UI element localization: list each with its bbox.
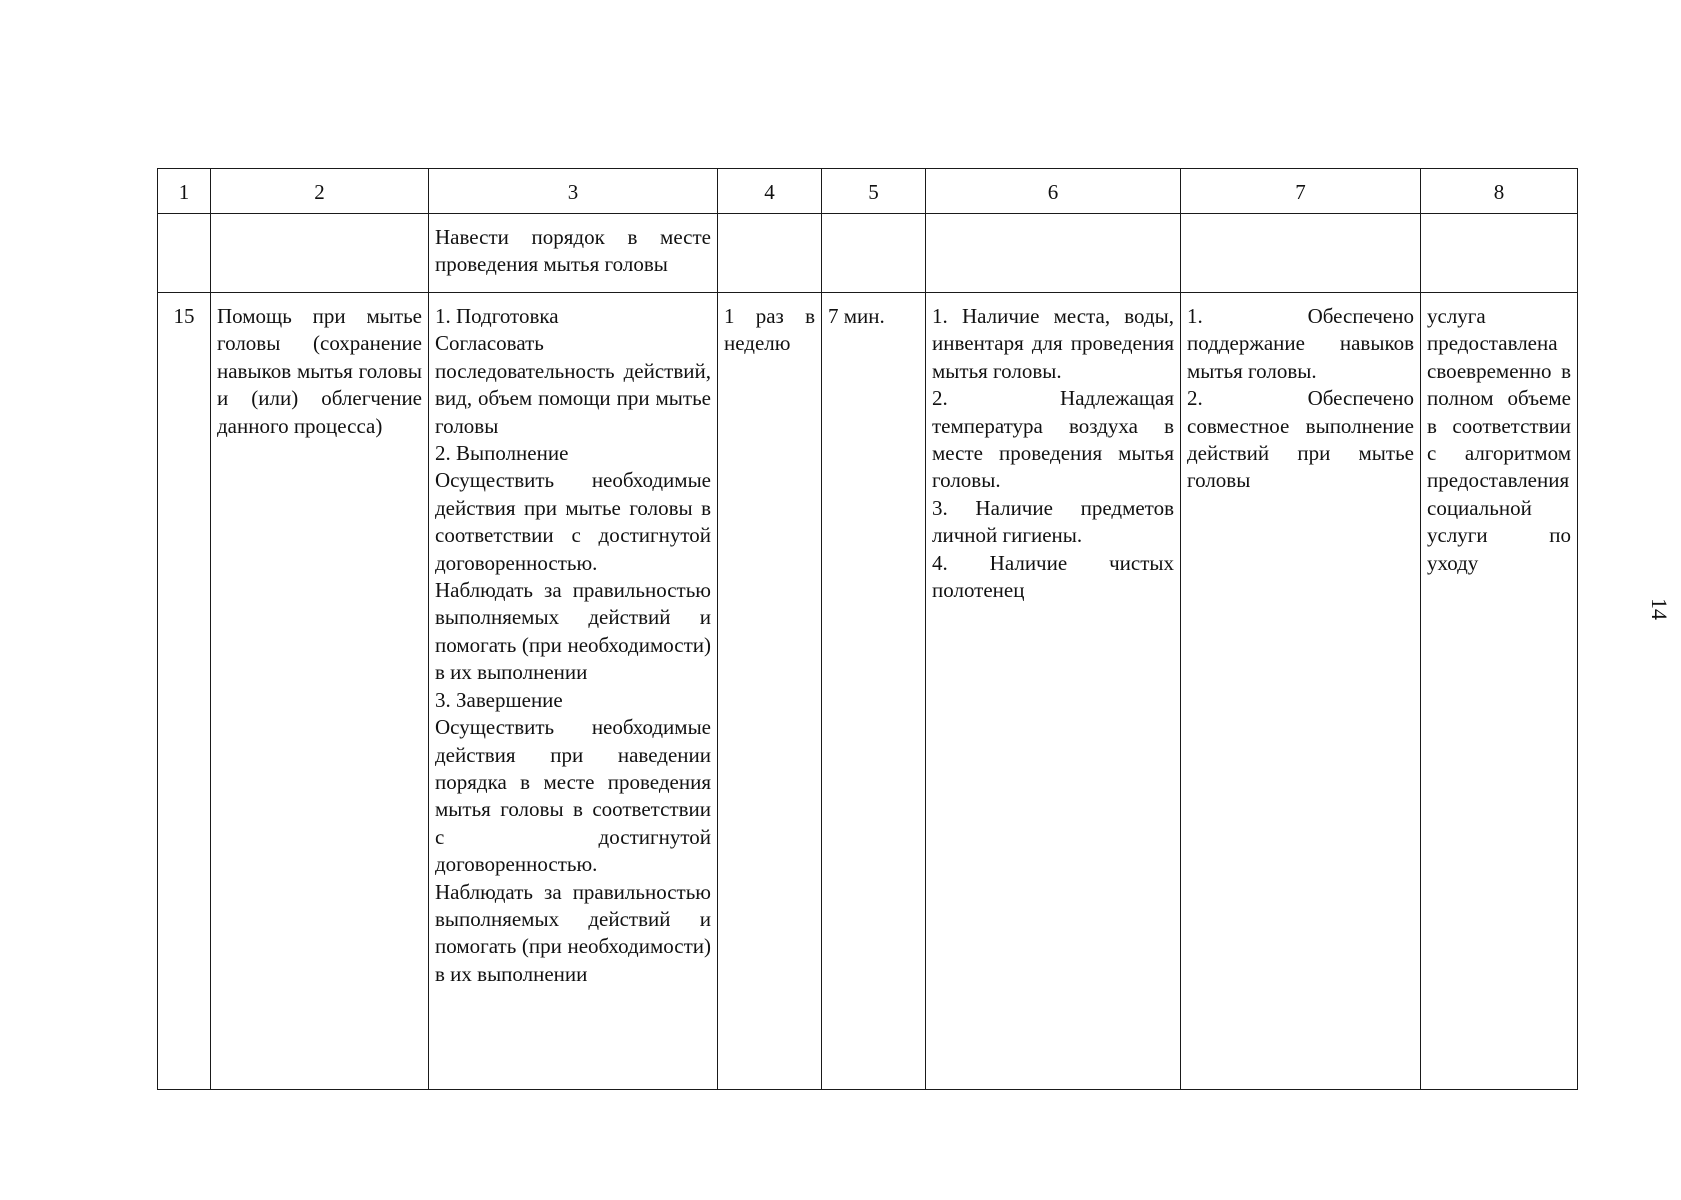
- service-steps: [429, 293, 718, 1090]
- empty-cell: [926, 214, 1181, 293]
- empty-cell: [718, 214, 822, 293]
- header-cell: 1: [158, 169, 211, 214]
- condition-item: 2. Надлежащая температура воздуха в месте проведения мытья головы.: [932, 386, 1174, 493]
- header-cell: 8: [1421, 169, 1578, 214]
- service-name: Помощь при мытье головы (сохранение навыков мытья головы и (или) облегчение данного процесса): [211, 293, 429, 1090]
- service-table: [157, 168, 1578, 1090]
- condition-item: 1. Наличие места, воды, инвентаря для проведения мытья головы.: [932, 304, 1174, 383]
- condition-item: 3. Наличие предметов личной гигиены.: [932, 495, 1174, 548]
- empty-cell: [211, 214, 429, 293]
- header-cell: 5: [822, 169, 926, 214]
- header-cell: 7: [1181, 169, 1421, 214]
- empty-cell: [1421, 214, 1578, 293]
- header-cell: 2: [211, 169, 429, 214]
- empty-cell: [822, 214, 926, 293]
- condition-item: 4. Наличие чистых полотенец: [932, 550, 1174, 603]
- continuation-text: Навести порядок в месте проведения мытья головы: [429, 214, 718, 293]
- header-row: [158, 169, 1578, 214]
- page-number: 14: [1647, 598, 1672, 620]
- result-item: 2. Обеспечено совместное выполнение действий при мытье головы: [1187, 386, 1414, 493]
- step-heading: 3. Завершение: [435, 687, 563, 712]
- frequency: 1 раз в неделю: [718, 293, 822, 1090]
- step-text: Наблюдать за правильностью выполняемых действий и помогать (при необходимости) в их выполнении: [435, 578, 711, 685]
- table-row: [158, 293, 1578, 1090]
- results: [1181, 293, 1421, 1090]
- step-text: Осуществить необходимые действия при наведении порядка в месте проведения мытья головы в соответствии с достигнутой договоренностью.: [435, 715, 711, 877]
- continuation-row: [158, 214, 1578, 293]
- step-text: Наблюдать за правильностью выполняемых действий и помогать (при необходимости) в их выполнении: [435, 879, 711, 986]
- evaluation: услуга предоставлена своевременно в полном объеме в соответствии с алгоритмом предоставления социальной услуги по уходу: [1421, 293, 1578, 1090]
- empty-cell: [1181, 214, 1421, 293]
- step-heading: 1. Подготовка: [435, 304, 559, 328]
- row-number: 15: [158, 293, 211, 1090]
- empty-cell: [158, 214, 211, 293]
- duration: 7 мин.: [822, 293, 926, 1090]
- conditions: [926, 293, 1181, 1090]
- header-cell: 6: [926, 169, 1181, 214]
- step-heading: 2. Выполнение: [435, 441, 569, 466]
- result-item: 1. Обеспечено поддержание навыков мытья головы.: [1187, 304, 1414, 383]
- header-cell: 4: [718, 169, 822, 214]
- step-text: Согласовать последовательность действий, вид, объем помощи при мытье головы: [435, 331, 711, 438]
- step-text: Осуществить необходимые действия при мытье головы в соответствии с достигнутой договоренностью.: [435, 468, 711, 575]
- header-cell: 3: [429, 169, 718, 214]
